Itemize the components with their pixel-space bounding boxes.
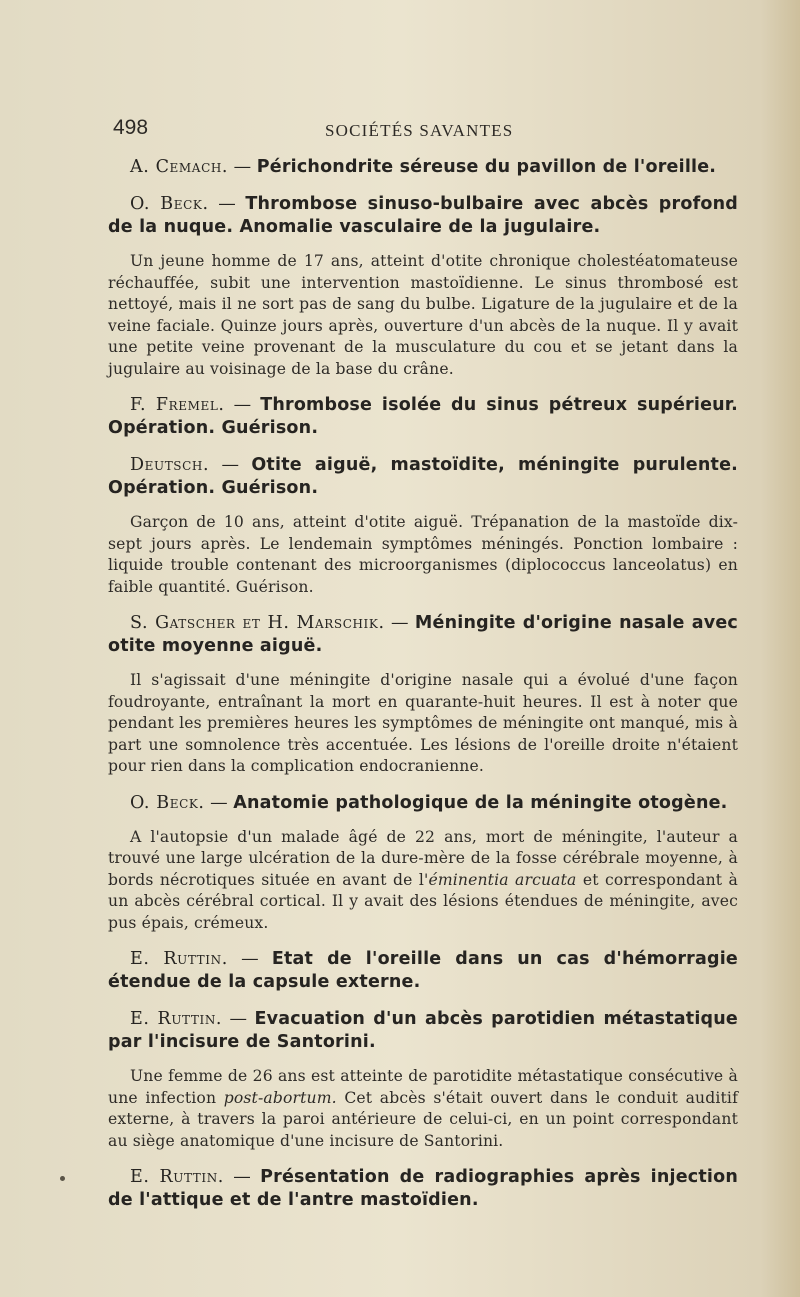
entry-title xyxy=(108,1008,738,1054)
title-text: Périchondrite séreuse du pavillon de l'oreille. xyxy=(256,157,717,177)
running-head: SOCIÉTÉS SAVANTES xyxy=(325,121,514,140)
title-text: Thrombose sinuso-bulbaire avec abcès profond de la nuque. Anomalie vasculaire de la jugulaire. xyxy=(108,194,738,237)
title-text: Anatomie pathologique de la méningite otogène. xyxy=(233,792,728,813)
entry-title xyxy=(108,394,738,440)
abstract: Un jeune homme de 17 ans, atteint d'otite chronique cholestéatomateuse réchauffée, subit une intervention mastoïdienne. Le sinus thrombosé est nettoyé, mais il ne sort pas de sang du bulbe. Ligature de la jugulaire et de la veine faciale. Quinze jours après, ouverture d'un abcès de la nuque. Il y avait une petite veine provenant de la musculature du cou et se jetant dans la jugulaire au voisinage de la base du crâne. xyxy=(108,252,738,378)
dash: — xyxy=(209,455,252,475)
abstract xyxy=(108,827,738,935)
title-text: Présentation de radiographies après injection de l'attique et de l'antre mastoïdien. xyxy=(108,1167,738,1210)
entry-title xyxy=(108,454,738,500)
author: E. Ruttin. xyxy=(130,1167,224,1187)
entry-title xyxy=(108,193,738,239)
title-text: Otite aiguë, mastoïdite, méningite purulente. Opération. Guérison. xyxy=(108,455,738,498)
entry-deutsch xyxy=(108,454,738,598)
dash: — xyxy=(227,949,272,969)
author: Deutsch. xyxy=(130,455,210,475)
entry-cemach xyxy=(108,156,738,179)
entry-beck-anatomie xyxy=(108,792,738,935)
title-text: Thrombose isolée du sinus pétreux supérieur. Opération. Guérison. xyxy=(108,395,738,438)
author: E. Ruttin. xyxy=(130,949,228,969)
entry-ruttin-radiographies xyxy=(108,1166,738,1212)
dash: — xyxy=(384,613,415,633)
title-text: Etat de l'oreille dans un cas d'hémorragie étendue de la capsule externe. xyxy=(108,949,738,992)
entry-fremel xyxy=(108,394,738,440)
abstract-italic: post-abortum. xyxy=(223,1088,337,1107)
page-header xyxy=(113,116,753,146)
abstract-text: Cet abcès s'était ouvert dans le conduit auditif externe, à travers la paroi antérieure de celui-ci, en un point correspondant au siège anatomique d'une incisure de Santorini. xyxy=(108,1088,738,1150)
abstract: Garçon de 10 ans, atteint d'otite aiguë. Trépanation de la mastoïde dix-sept jours après. Le lendemain symptômes méningés. Ponction lombaire : liquide trouble contenant des microorganismes (diplococcus lanceolatus) en faible quantité. Guérison. xyxy=(108,513,738,596)
entry-title xyxy=(108,1166,738,1212)
dash: — xyxy=(223,1167,261,1187)
abstract: Il s'agissait d'une méningite d'origine nasale qui a évolué d'une façon foudroyante, entraînant la mort en quarante-huit heures. Il est à noter que pendant les premières heures les symptômes de méningite ont manqué, mis à part une somnolence très accentuée. Les lésions de l'oreille droite n'étaient pour rien dans la complication endocranienne. xyxy=(108,671,738,775)
dash: — xyxy=(208,194,246,214)
entry-title xyxy=(108,948,738,994)
title-text: Méningite d'origine nasale avec otite moyenne aiguë. xyxy=(108,613,738,656)
abstract-text: et correspondant à un abcès cérébral cortical. Il y avait des lésions étendues de méningite, avec pus épais, crémeux. xyxy=(108,870,738,932)
abstract xyxy=(108,1066,738,1152)
entry-title xyxy=(108,156,738,179)
author: O. Beck. xyxy=(130,194,209,214)
author: O. Beck. xyxy=(130,792,205,813)
dash: — xyxy=(228,157,257,177)
dash: — xyxy=(224,395,261,415)
author: E. Ruttin. xyxy=(130,1009,223,1029)
dash: — xyxy=(222,1009,255,1029)
title-text: Evacuation d'un abcès parotidien métastatique par l'incisure de Santorini. xyxy=(108,1009,738,1052)
page-number: 498 xyxy=(113,116,149,139)
entry-title xyxy=(108,612,738,658)
margin-dot-mark xyxy=(60,1176,65,1181)
entry-title xyxy=(108,792,738,815)
entry-beck-thrombose xyxy=(108,193,738,380)
dash: — xyxy=(204,792,234,813)
abstract-text: A l'autopsie d'un malade âgé de 22 ans, mort de méningite, l'auteur a trouvé une large ulcération de la dure-mère de la fosse cérébrale moyenne, à bords nécrotiques située en avant de l' xyxy=(108,827,738,889)
abstract-text: Une femme de 26 ans est atteinte de parotidite métastatique consécutive à une infection xyxy=(108,1067,738,1107)
article-list xyxy=(108,156,738,1226)
author: F. Fremel. xyxy=(130,395,225,415)
author: S. Gatscher et H. Marschik. xyxy=(130,613,385,633)
entry-ruttin-evacuation xyxy=(108,1008,738,1152)
abstract-italic: éminentia arcuata xyxy=(428,870,577,889)
entry-gatscher-marschik xyxy=(108,612,738,778)
author: A. Cemach. xyxy=(130,157,229,177)
entry-ruttin-hemorragie xyxy=(108,948,738,994)
